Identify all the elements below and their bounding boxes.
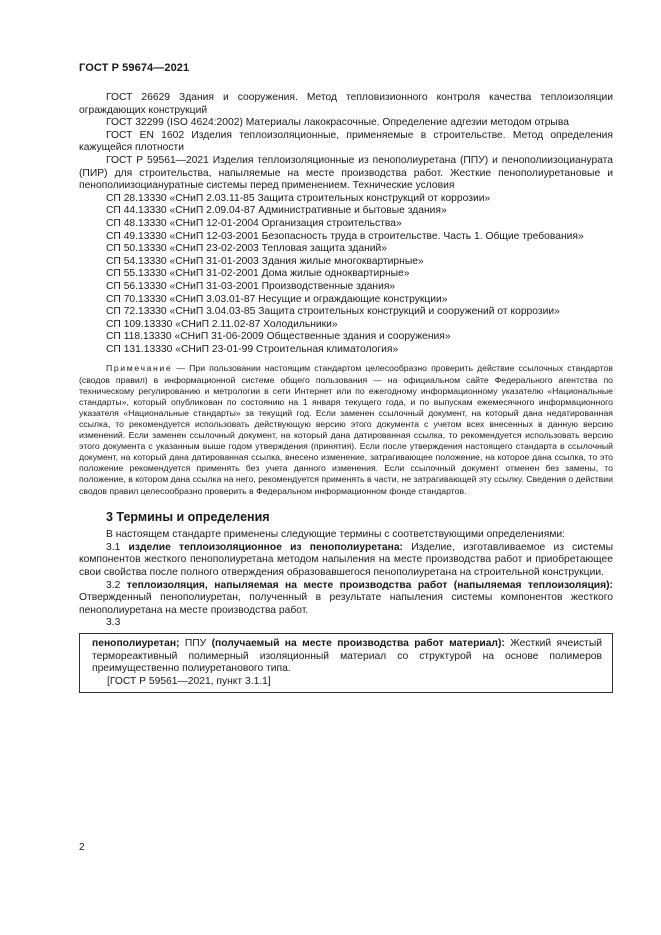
reference-item: ГОСТ EN 1602 Изделия теплоизоляционные, применяемые в строительстве. Метод определения кажущейся плотности [79,129,613,154]
term-abbreviation: ППУ [179,637,212,649]
note-label: Примечание [106,363,173,374]
reference-item: СП 56.13330 «СНиП 31-03-2001 Производственные здания» [106,280,396,292]
term-name: изделие теплоизоляционное из пенополиуретана: [128,541,403,553]
section-heading: 3 Термины и определения [106,509,270,524]
page-number: 2 [79,842,85,853]
term-name: теплоизоляция, напыляемая на месте производства работ (напыляемая теплоизоляция): [126,579,613,591]
term-name-qualifier: (получаемый на месте производства работ материал): [211,637,505,649]
reference-item: СП 131.13330 «СНиП 23-01-99 Строительная климатология» [106,343,399,355]
reference-item: СП 49.13330 «СНиП 12-03-2001 Безопасность труда в строительстве. Часть 1. Общие требования» [106,230,584,242]
note-paragraph [79,363,613,496]
section-intro: В настоящем стандарте применены следующие термины с соответствующими определениями: [106,529,566,541]
normative-references-list [79,92,613,356]
term-3-2 [79,580,613,618]
reference-item: СП 118.13330 «СНиП 31-06-2009 Общественные здания и сооружения» [106,331,451,343]
note-text: — При пользовании настоящим стандартом целесообразно проверить действие ссылочных стандартов (сводов правил) в информационной системе общего пользования — на официальном сайте Федерального агентства по техническому регулированию и метрологии в сети Интернет или по ежегодному информационному указателю «Национальные стандарты», который опубликован по состоянию на 1 января текущего года, и по выпускам ежемесячного информационного указателя «Национальные стандарты» за текущий год. Если заменен ссылочный документ, на который дана недатированная ссылка, то рекомендуется использовать действующую версию этого документа с учетом всех внесенных в данную версию изменений. Если заменен ссылочный документ, на который дана датированная ссылка, то рекомендуется использовать версию этого документа с указанным выше годом утверждения (принятия). Если после утверждения настоящего стандарта в ссылочный документ, на который дана датированная ссылка, внесено изменение, затрагивающее положение, на которое дана ссылка, то это положение рекомендуется применять без учета данного изменения. Если ссылочный документ отменен без замены, то положение, в котором дана ссылка на него, рекомендуется применять в части, не затрагивающей эту ссылку. Сведения о действии сводов правил целесообразно проверить в Федеральном информационном фонде стандартов. [79,363,613,496]
term-source-reference: [ГОСТ Р 59561—2021, пункт 3.1.1] [107,675,271,687]
term-3-3-number: 3.3 [106,617,121,629]
term-definition: Отвержденный пенополиуретан, полученный в результате напыления системы компонентов жесткого пенополиуретана на месте производства работ. [79,592,613,616]
term-name: пенополиуретан; [92,637,180,649]
reference-item: ГОСТ 32299 (ISO 4624:2002) Материалы лакокрасочные. Определение адгезии методом отрыва [106,117,569,129]
reference-item: СП 54.13330 «СНиП 31-01-2003 Здания жилые многоквартирные» [106,255,424,267]
reference-item: СП 109.13330 «СНиП 2.11.02-87 Холодильники» [106,318,338,330]
reference-item: ГОСТ Р 59561—2021 Изделия теплоизоляционные из пенополиуретана (ППУ) и пенополиизоцианурата (ПИР) для строительства, напыляемые на месте производства работ. Жесткие пенополиуретановые и пенополиизоциануратные системы перед применением. Технические условия [79,154,613,192]
term-number: 3.2 [106,579,127,591]
term-number: 3.1 [106,541,129,553]
reference-item: СП 55.13330 «СНиП 31-02-2001 Дома жилые одноквартирные» [106,268,410,280]
page-content [79,92,613,693]
reference-item: СП 44.13330 «СНиП 2.09.04-87 Административные и бытовые здания» [106,205,447,217]
reference-item: СП 70.13330 «СНиП 3.03.01-87 Несущие и ограждающие конструкции» [106,293,448,305]
term-3-3 [92,638,602,676]
reference-item: СП 28.13330 «СНиП 2.03.11-85 Защита строительных конструкций от коррозии» [106,192,491,204]
reference-item: СП 48.13330 «СНиП 12-01-2004 Организация строительства» [106,217,402,229]
reference-item: ГОСТ 26629 Здания и сооружения. Метод тепловизионного контроля качества теплоизоляции ограждающих конструкций [79,92,613,116]
term-3-1 [79,542,613,580]
term-definition: Жесткий ячеистый термореактивный полимерный изоляционный материал со структурой на основе полимеров преимущественно полиуретанового типа. [92,637,602,675]
document-header-title: ГОСТ Р 59674—2021 [79,62,190,74]
term-definition: Изделие, изготавливаемое из системы компонентов жесткого пенополиуретана методом напыления на месте производства работ и приобретающее свои свойства после полного отверждения образовавшегося пенополиуретана на строительной конструкции. [79,541,613,578]
quoted-term-box [79,633,613,693]
reference-item: СП 72.13330 «СНиП 3.04.03-85 Защита строительных конструкций и сооружений от коррозии» [106,306,560,318]
reference-item: СП 50.13330 «СНиП 23-02-2003 Тепловая защита зданий» [106,243,388,255]
